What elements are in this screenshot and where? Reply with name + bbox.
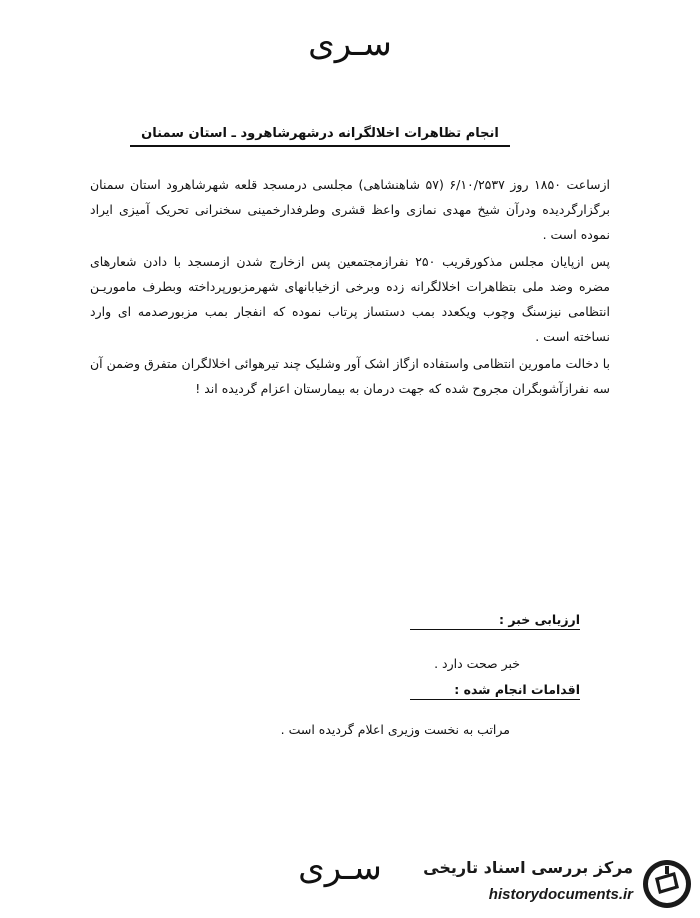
archive-logo-icon	[641, 858, 693, 910]
report-body	[90, 172, 610, 403]
report-paragraph-3: با دخالت مامورین انتظامی واستفاده ازگاز اشک آور وشلیک چند تیرهوائی اخلالگران متفرق وضمن آن سه نفرازآشوبگران مجروح شده که جهت درمان به بیمارستان اعزام گردیده اند !	[90, 356, 610, 396]
classification-stamp-top: سـری	[308, 24, 392, 64]
actions-value: مراتب به نخست وزیری اعلام گردیده است .	[280, 722, 510, 737]
evaluation-heading: ارزیابی خبر :	[410, 612, 580, 630]
document-subject: انجام تظاهرات اخلالگرانه درشهرشاهرود ـ استان سمنان	[130, 126, 510, 147]
report-paragraph-2: پس ازپایان مجلس مذکورقریب ۲۵۰ نفرازمجتمعین پس ازخارج شدن ازمسجد با دادن شعارهای مضره وضد ملی بتظاهرات اخلالگرانه زده وبرخی ازخیابانهای شهرمزبورپرداخته وبطرف ماموریـن انتظامی نیزسنگ وچوب ویکعدد بمب دستساز پرتاب نموده که انفجار بمب مزبورصدمه ای وارد نساخته است .	[90, 254, 610, 344]
actions-heading: اقدامات انجام شده :	[410, 682, 580, 700]
watermark-url: historydocuments.ir	[488, 886, 633, 903]
report-paragraph-1: ازساعت ۱۸۵۰ روز ۶/۱۰/۲۵۳۷ (۵۷ شاهنشاهی) مجلسی درمسجد قلعه شهرشاهرود استان سمنان برگزارگردیده ودرآن شیخ مهدی نمازی واعظ قشری وطرفدارخمینی سخنرانی تحریک آمیزی ایراد نموده است .	[90, 177, 610, 242]
watermark	[405, 856, 695, 912]
evaluation-value: خبر صحت دارد .	[434, 656, 520, 671]
classification-stamp-bottom: سـری	[298, 848, 382, 888]
watermark-title: مرکز بررسی اسناد تاریخی	[423, 858, 633, 877]
